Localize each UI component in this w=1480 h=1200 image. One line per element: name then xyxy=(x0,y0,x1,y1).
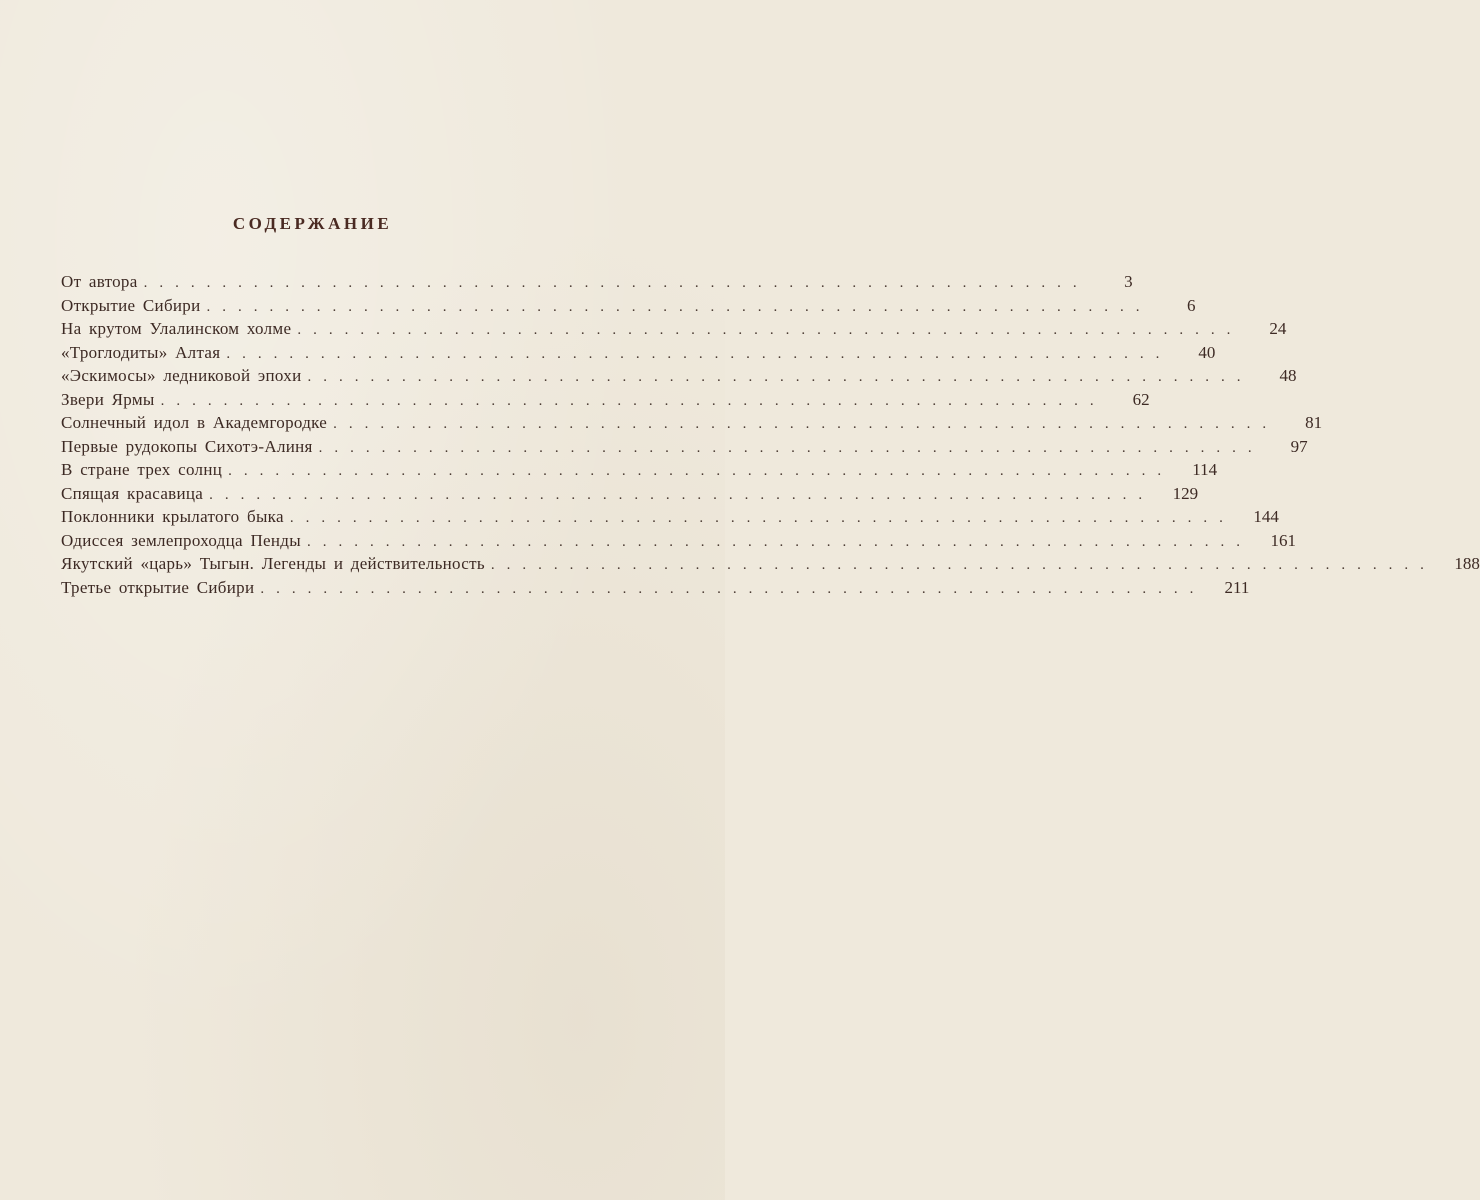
toc-entry-title: Первые рудокопы Сихотэ-Алиня xyxy=(61,436,313,456)
toc-entry-page: 188 xyxy=(1454,554,1480,573)
leader-dots: ............................................................ xyxy=(306,533,1252,550)
toc-entry-page: 81 xyxy=(1305,413,1323,432)
toc-entry xyxy=(61,272,1133,296)
toc-entry-title: Звери Ярмы xyxy=(61,389,155,409)
toc-entry-title: «Троглодиты» Алтая xyxy=(61,342,221,362)
leader-dots: ............................................................ xyxy=(307,369,1253,385)
toc-entry-title: Солнечный идол в Академгородке xyxy=(61,413,328,432)
leader-dots: ............................................................ xyxy=(160,392,1106,409)
toc-entry-page: 48 xyxy=(1279,366,1297,385)
toc-entry xyxy=(61,413,1323,437)
page-title: СОДЕРЖАНИЕ xyxy=(232,214,393,233)
toc-entry-title: Третье открытие Сибири xyxy=(61,577,255,597)
leader-dots: ............................................................ xyxy=(209,486,1155,503)
leader-dots: ............................................................ xyxy=(260,580,1206,597)
toc-entry xyxy=(61,530,1296,555)
leader-dots: ............................................................ xyxy=(318,439,1264,456)
toc-entry-page: 97 xyxy=(1290,436,1308,456)
table-of-contents xyxy=(61,272,1480,601)
toc-entry-title: Одиссея землепроходца Пенды xyxy=(61,530,301,550)
toc-entry xyxy=(61,342,1216,367)
toc-entry xyxy=(61,436,1308,461)
leader-dots: ............................................................ xyxy=(228,463,1174,479)
leader-dots: ............................................................ xyxy=(333,416,1279,432)
toc-entry xyxy=(61,507,1279,531)
toc-entry-page: 211 xyxy=(1224,577,1250,597)
toc-entry xyxy=(61,389,1150,414)
toc-entry-title: На крутом Улалинском холме xyxy=(61,319,292,338)
toc-entry-title: Открытие Сибири xyxy=(61,295,201,315)
toc-entry xyxy=(61,554,1480,578)
toc-entry-title: От автора xyxy=(61,272,138,291)
toc-entry-title: «Эскимосы» ледниковой эпохи xyxy=(61,366,302,385)
leader-dots: ............................................................ xyxy=(143,275,1089,291)
toc-entry-page: 161 xyxy=(1270,530,1296,550)
toc-entry-title: Поклонники крылатого быка xyxy=(61,507,284,526)
toc-entry xyxy=(61,577,1250,602)
toc-entry-page: 114 xyxy=(1192,460,1218,479)
toc-entry xyxy=(61,483,1199,508)
toc-entry-page: 3 xyxy=(1124,272,1133,291)
toc-entry xyxy=(61,319,1287,343)
toc-entry-page: 24 xyxy=(1269,319,1287,338)
toc-entry-title: Спящая красавица xyxy=(61,483,204,503)
toc-entry-page: 62 xyxy=(1132,389,1150,409)
toc-entry-page: 129 xyxy=(1172,483,1199,503)
toc-entry xyxy=(61,366,1297,390)
toc-entry xyxy=(61,460,1218,484)
toc-entry-page: 40 xyxy=(1198,342,1216,362)
leader-dots: ............................................................ xyxy=(289,510,1235,526)
toc-entry-title: Якутский «царь» Тыгын. Легенды и действительность xyxy=(61,554,485,573)
toc-entry-page: 6 xyxy=(1187,295,1196,315)
toc-entry xyxy=(61,295,1196,320)
leader-dots: ............................................................ xyxy=(297,322,1243,338)
leader-dots: ............................................................ xyxy=(226,345,1172,362)
toc-entry-title: В стране трех солнц xyxy=(61,460,223,479)
toc-entry-page: 144 xyxy=(1253,507,1279,526)
leader-dots: ............................................................ xyxy=(206,298,1152,315)
leader-dots: ............................................................ xyxy=(490,557,1436,573)
